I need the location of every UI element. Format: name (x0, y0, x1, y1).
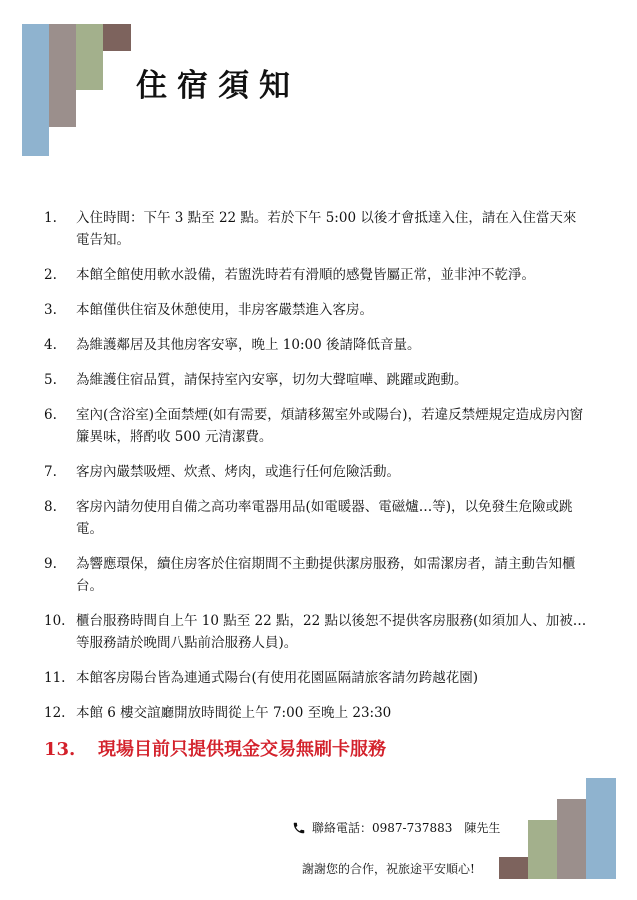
rule-number: 8. (44, 499, 57, 515)
rule-number: 4. (44, 337, 57, 353)
rule-item (44, 404, 589, 448)
rule-item (44, 207, 589, 251)
rule-item (44, 737, 589, 763)
rule-text: 為維護鄰居及其他房客安寧，晚上 10:00 後請降低音量。 (76, 337, 421, 353)
rule-item (44, 461, 589, 483)
rule-item (44, 610, 589, 654)
rule-number: 12. (44, 705, 66, 721)
decor-bar-brown (103, 24, 131, 51)
rule-number: 10. (44, 613, 66, 629)
rule-number: 13. (44, 739, 76, 760)
rule-text: 本館 6 樓交誼廳開放時間從上午 7:00 至晚上 23:30 (76, 705, 392, 721)
rule-text: 客房內嚴禁吸煙、炊煮、烤肉，或進行任何危險活動。 (76, 464, 400, 480)
rule-text: 本館客房陽台皆為連通式陽台(有使用花園區隔請旅客請勿跨越花園) (76, 670, 479, 686)
rule-text: 櫃台服務時間自上午 10 點至 22 點，22 點以後恕不提供客房服務(如須加人、加被…等服務請於晚間八點前洽服務人員)。 (76, 613, 587, 651)
decor-bar-olive (76, 24, 103, 90)
rule-number: 11. (44, 670, 66, 686)
thanks-text: 謝謝您的合作，祝旅途平安順心! (302, 862, 475, 876)
decor-bar-blue (22, 24, 49, 156)
rule-number: 1. (44, 210, 57, 226)
rule-number: 7. (44, 464, 57, 480)
rule-item (44, 369, 589, 391)
rule-item (44, 702, 589, 724)
rule-item (44, 264, 589, 286)
rule-number: 5. (44, 372, 57, 388)
rule-number: 3. (44, 302, 57, 318)
phone-icon (292, 821, 306, 835)
rules-list (44, 207, 589, 776)
rule-item (44, 334, 589, 356)
contact-text: 聯絡電話：0987-737883 陳先生 (312, 821, 501, 835)
rule-text: 客房內請勿使用自備之高功率電器用品(如電暖器、電磁爐…等)，以免發生危險或跳電。 (76, 499, 573, 537)
rule-text: 入住時間：下午 3 點至 22 點。若於下午 5:00 以後才會抵達入住，請在入住當天來電告知。 (76, 210, 577, 248)
rule-item (44, 496, 589, 540)
decor-bar-olive-bottom (528, 820, 557, 879)
decor-bar-taupe (49, 24, 76, 127)
decor-bar-blue-bottom (586, 778, 616, 879)
rule-text: 現場目前只提供現金交易無刷卡服務 (98, 739, 386, 760)
page-title: 住宿須知 (136, 68, 300, 104)
rule-number: 6. (44, 407, 57, 423)
decor-bar-taupe-bottom (557, 799, 586, 879)
rule-text: 本館全館使用軟水設備，若盥洗時若有滑順的感覺皆屬正常，並非沖不乾淨。 (76, 267, 535, 283)
rule-item (44, 667, 589, 689)
decor-bar-brown-bottom (499, 857, 528, 879)
rule-number: 9. (44, 556, 57, 572)
rule-text: 為維護住宿品質，請保持室內安寧，切勿大聲喧嘩、跳躍或跑動。 (76, 372, 468, 388)
rule-text: 本館僅供住宿及休憩使用，非房客嚴禁進入客房。 (76, 302, 373, 318)
rule-item (44, 553, 589, 597)
rule-text: 室內(含浴室)全面禁煙(如有需要，煩請移駕室外或陽台)，若違反禁煙規定造成房內窗簾異味，將酌收 500 元清潔費。 (76, 407, 584, 445)
rule-number: 2. (44, 267, 57, 283)
rule-text: 為響應環保，續住房客於住宿期間不主動提供潔房服務，如需潔房者，請主動告知櫃台。 (76, 556, 576, 594)
rule-item (44, 299, 589, 321)
contact-line (292, 819, 500, 836)
